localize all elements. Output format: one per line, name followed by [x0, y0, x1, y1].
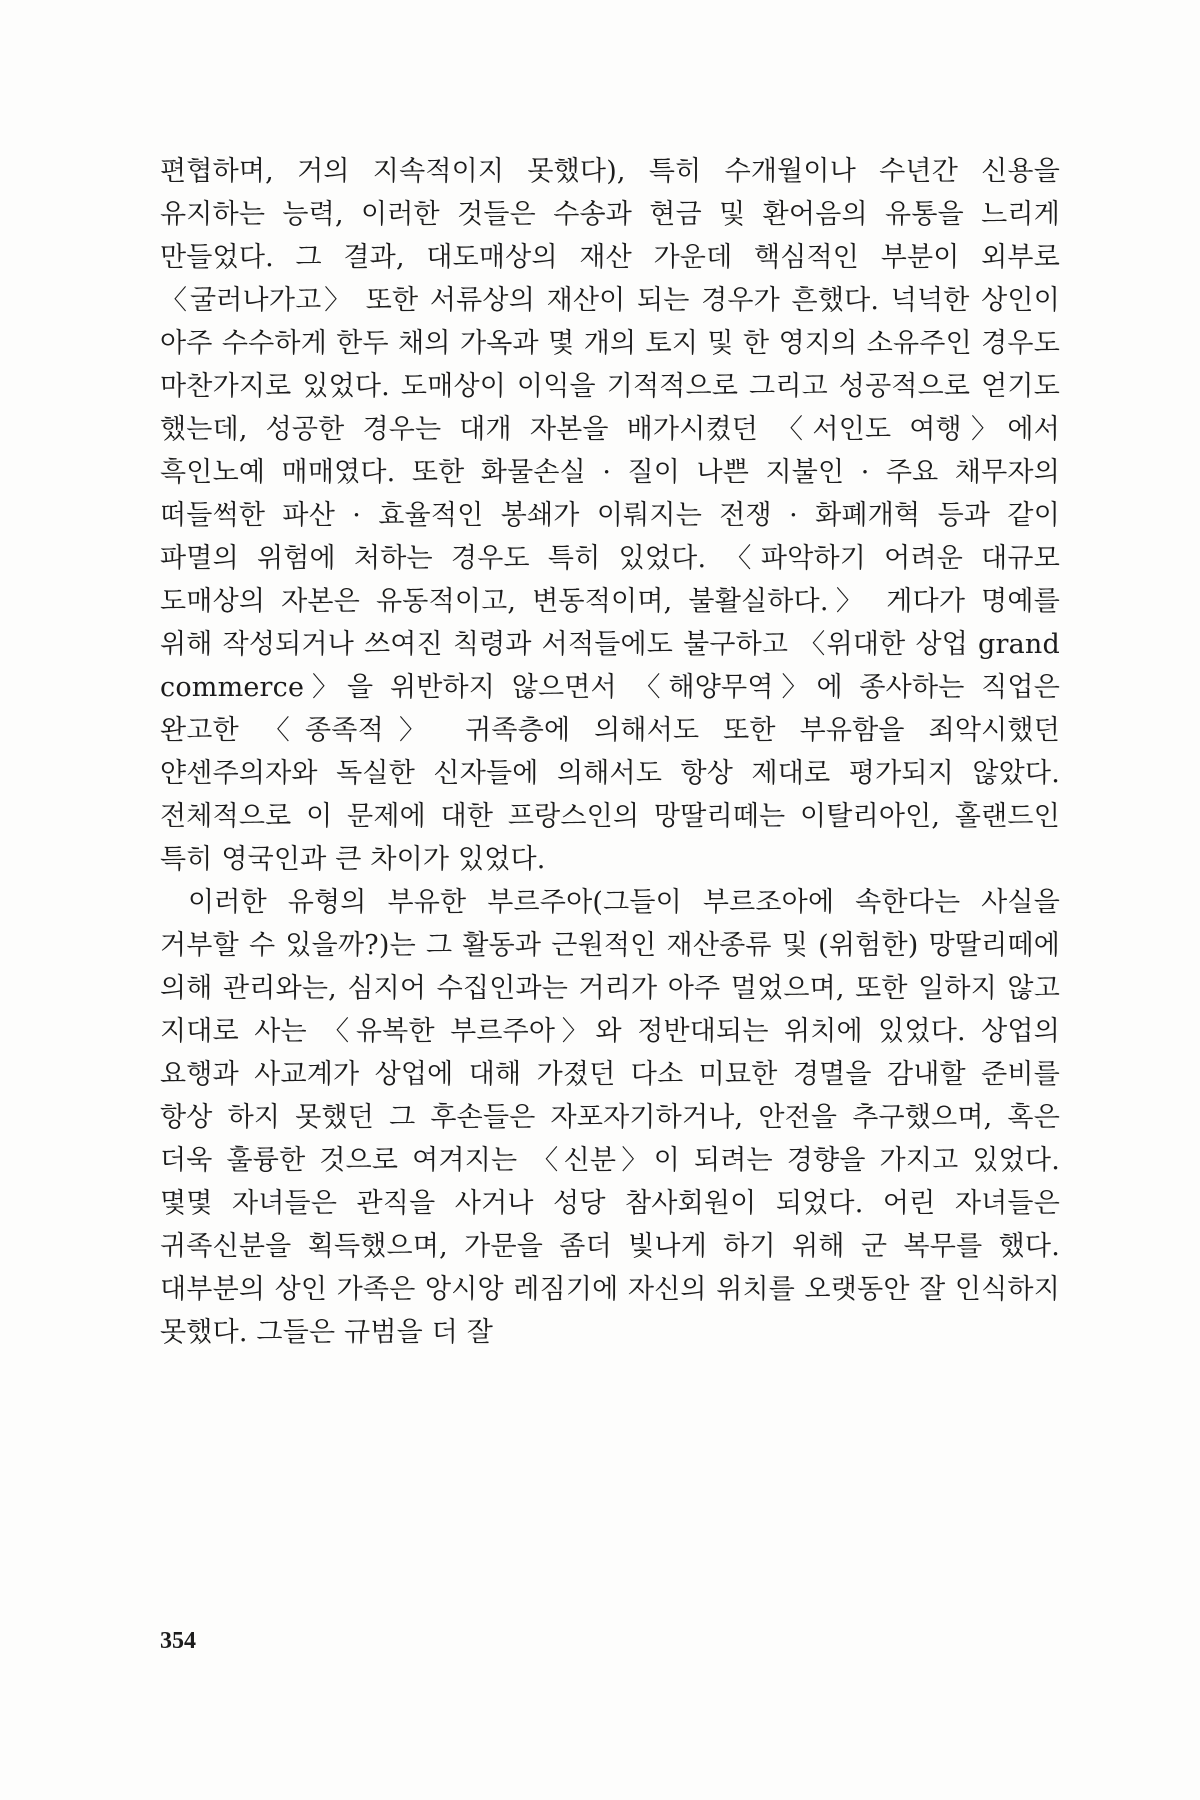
paragraph-2: 이러한 유형의 부유한 부르주아(그들이 부르조아에 속한다는 사실을 거부할 수 있을까?)는 그 활동과 근원적인 재산종류 및 (위험한) 망딸리떼에 의해 관리와는, 심지어 수집인과는 거리가 아주 멀었으며, 또한 일하지 않고 지대로 사는 〈유복한 부르주아〉와 정반대되는 위치에 있었다. 상업의 요행과 사교계가 상업에 대해 가졌던 다소 미묘한 경멸을 감내할 준비를 항상 하지 못했던 그 후손들은 자포자기하거나, 안전을 추구했으며, 혹은 더욱 훌륭한 것으로 여겨지는 〈신분〉이 되려는 경향을 가지고 있었다. 몇몇 자녀들은 관직을 사거나 성당 참사회원이 되었다. 어린 자녀들은 귀족신분을 획득했으며, 가문을 좀더 빛나게 하기 위해 군 복무를 했다. 대부분의 상인 가족은 앙시앙 레짐기에 자신의 위치를 오랫동안 잘 인식하지 못했다. 그들은 규범을 더 잘	[160, 887, 1060, 1348]
body-text	[160, 150, 1060, 1354]
paragraph-1: 편협하며, 거의 지속적이지 못했다), 특히 수개월이나 수년간 신용을 유지하는 능력, 이러한 것들은 수송과 현금 및 환어음의 유통을 느리게 만들었다. 그 결과, 대도매상의 재산 가운데 핵심적인 부분이 외부로 〈굴러나가고〉 또한 서류상의 재산이 되는 경우가 흔했다. 넉넉한 상인이 아주 수수하게 한두 채의 가옥과 몇 개의 토지 및 한 영지의 소유주인 경우도 마찬가지로 있었다. 도매상이 이익을 기적적으로 그리고 성공적으로 얻기도 했는데, 성공한 경우는 대개 자본을 배가시켰던 〈서인도 여행〉에서 흑인노예 매매였다. 또한 화물손실 · 질이 나쁜 지불인 · 주요 채무자의 떠들썩한 파산 · 효율적인 봉쇄가 이뤄지는 전쟁 · 화폐개혁 등과 같이 파멸의 위험에 처하는 경우도 특히 있었다. 〈파악하기 어려운 대규모 도매상의 자본은 유동적이고, 변동적이며, 불활실하다.〉 게다가 명예를 위해 작성되거나 쓰여진 칙령과 서적들에도 불구하고 〈위대한 상업 grand commerce〉을 위반하지 않으면서 〈해양무역〉에 종사하는 직업은 완고한 〈종족적〉 귀족층에 의해서도 또한 부유함을 죄악시했던 얀센주의자와 독실한 신자들에 의해서도 항상 제대로 평가되지 않았다. 전체적으로 이 문제에 대한 프랑스인의 망딸리떼는 이탈리아인, 홀랜드인 특히 영국인과 큰 차이가 있었다.	[160, 156, 1060, 875]
page-number: 354	[160, 1628, 196, 1654]
